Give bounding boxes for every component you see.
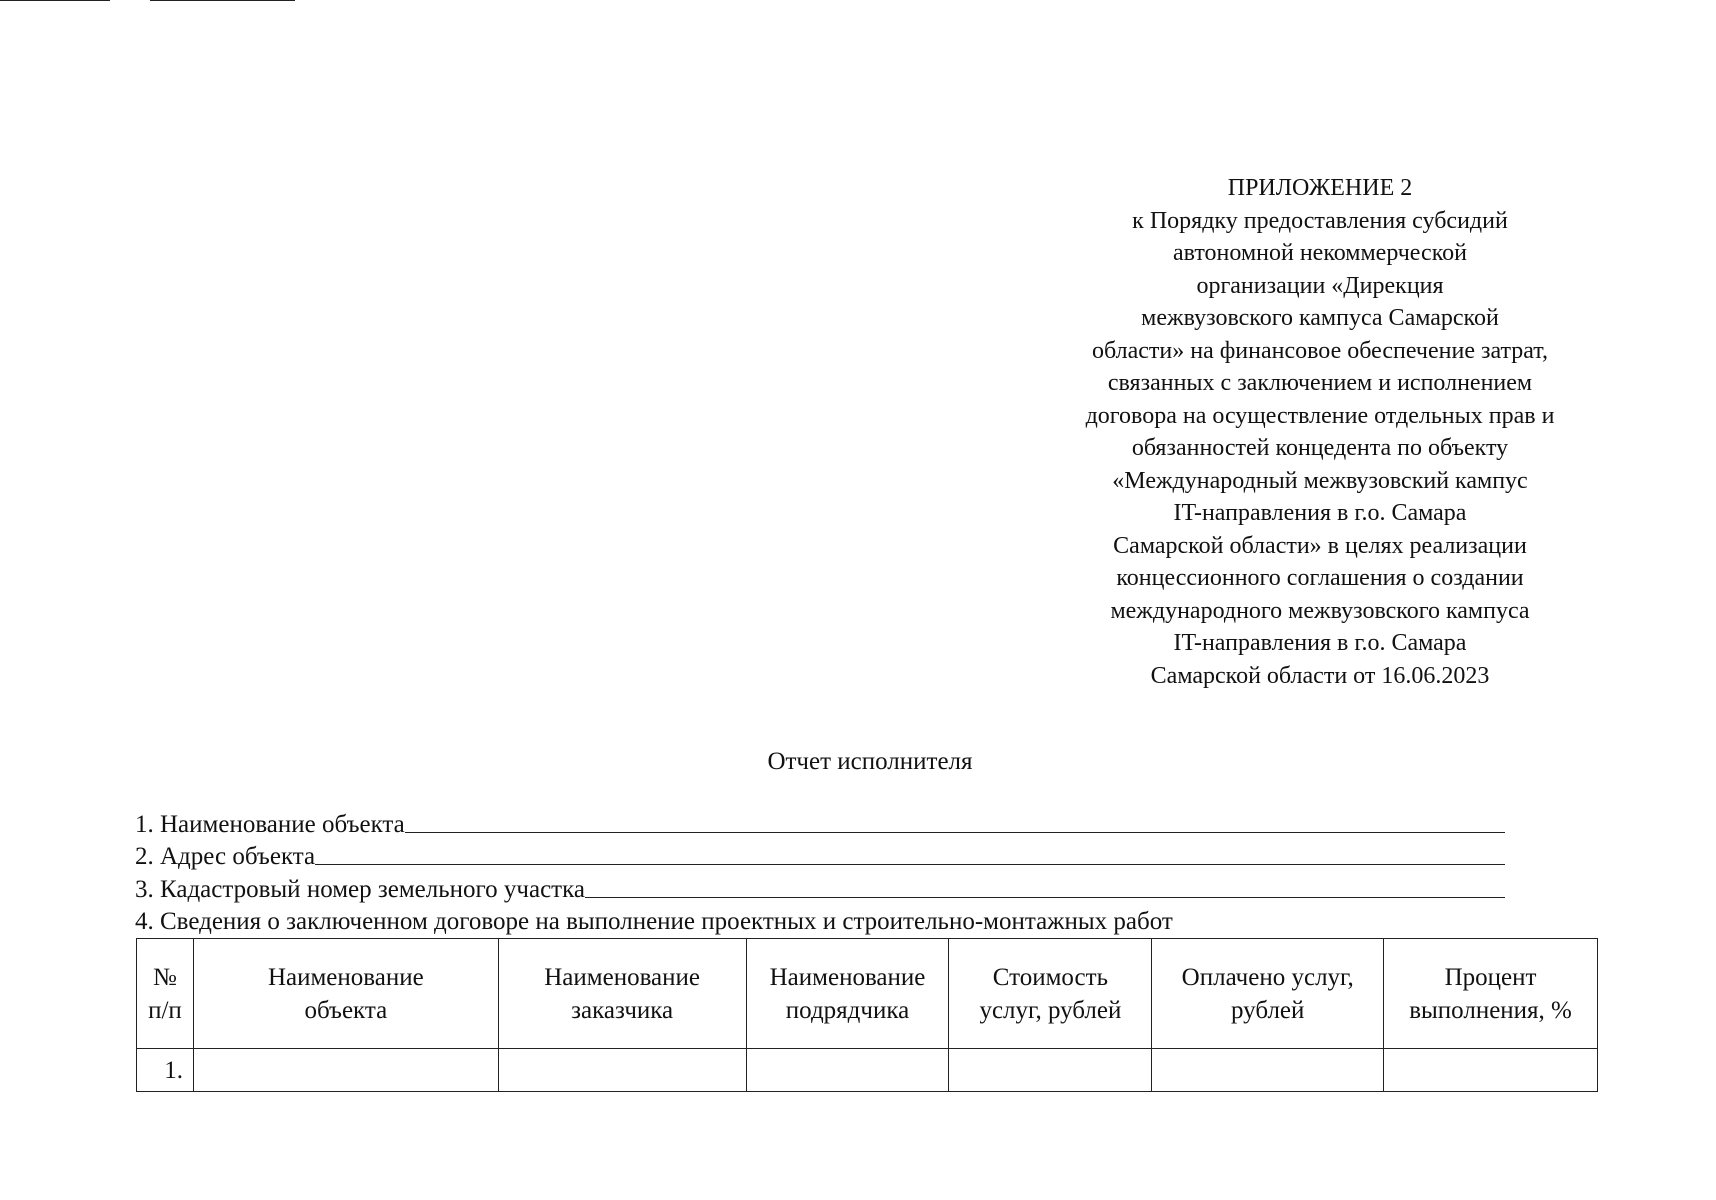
col-header-completion: Процент выполнения, % — [1384, 939, 1598, 1049]
field-object-name — [135, 806, 1505, 839]
appendix-line: организации «Дирекция — [1196, 272, 1444, 299]
appendix-line: связанных с заключением и исполнением — [1107, 370, 1533, 396]
top-rule-left — [0, 0, 110, 1]
col-header-contractor-name: Наименование подрядчика — [746, 939, 949, 1049]
col-header-object-name: Наименование объекта — [193, 939, 498, 1049]
cell-number: 1. — [137, 1049, 194, 1092]
appendix-block — [1030, 172, 1610, 692]
table-row — [137, 1049, 1598, 1092]
top-rule-right — [150, 0, 295, 1]
field-label: 1. Наименование объекта — [135, 810, 405, 838]
col-header-customer-name: Наименование заказчика — [498, 939, 746, 1049]
contract-table — [136, 938, 1598, 1092]
field-blank-line[interactable] — [315, 863, 1505, 865]
field-cadastral-number — [135, 871, 1505, 904]
appendix-line: к Порядку предоставления субсидий — [1132, 207, 1508, 234]
appendix-line: области» на финансовое обеспечение затрат, — [1092, 337, 1548, 364]
section-label: 4. Сведения о заключенном договоре на выполнение проектных и строительно-монтажных работ — [135, 908, 1173, 935]
col-header-number: № п/п — [137, 939, 194, 1049]
cell-contractor-name[interactable] — [746, 1049, 949, 1092]
appendix-heading: ПРИЛОЖЕНИЕ 2 — [1227, 175, 1413, 201]
cell-object-name[interactable] — [193, 1049, 498, 1092]
report-fields — [135, 806, 1505, 936]
appendix-line: IT-направления в г.о. Самара — [1173, 500, 1467, 526]
appendix-line: межвузовского кампуса Самарской — [1141, 305, 1499, 331]
cell-cost[interactable] — [949, 1049, 1152, 1092]
table-header-row — [137, 939, 1598, 1049]
appendix-line: международного межвузовского кампуса — [1110, 597, 1530, 624]
field-blank-line[interactable] — [405, 831, 1505, 833]
field-label: 3. Кадастровый номер земельного участка — [135, 875, 585, 903]
field-object-address — [135, 839, 1505, 872]
cell-paid[interactable] — [1152, 1049, 1384, 1092]
report-title: Отчет исполнителя — [767, 748, 973, 775]
appendix-line: договора на осуществление отдельных прав и — [1085, 402, 1555, 429]
field-label: 2. Адрес объекта — [135, 843, 316, 870]
appendix-line: Самарской области» в целях реализации — [1113, 532, 1527, 559]
appendix-line: IT-направления в г.о. Самара — [1173, 630, 1467, 656]
appendix-line: концессионного соглашения о создании — [1116, 565, 1524, 591]
cell-completion[interactable] — [1384, 1049, 1598, 1092]
col-header-cost: Стоимость услуг, рублей — [949, 939, 1152, 1049]
section-contract-info — [135, 904, 1505, 937]
appendix-line: Самарской области от 16.06.2023 — [1150, 662, 1490, 689]
cell-customer-name[interactable] — [498, 1049, 746, 1092]
appendix-line: «Международный межвузовский кампус — [1112, 467, 1528, 494]
appendix-line: автономной некоммерческой — [1173, 240, 1467, 266]
appendix-line: обязанностей концедента по объекту — [1131, 435, 1509, 461]
col-header-paid: Оплачено услуг, рублей — [1152, 939, 1384, 1049]
field-blank-line[interactable] — [585, 896, 1505, 898]
